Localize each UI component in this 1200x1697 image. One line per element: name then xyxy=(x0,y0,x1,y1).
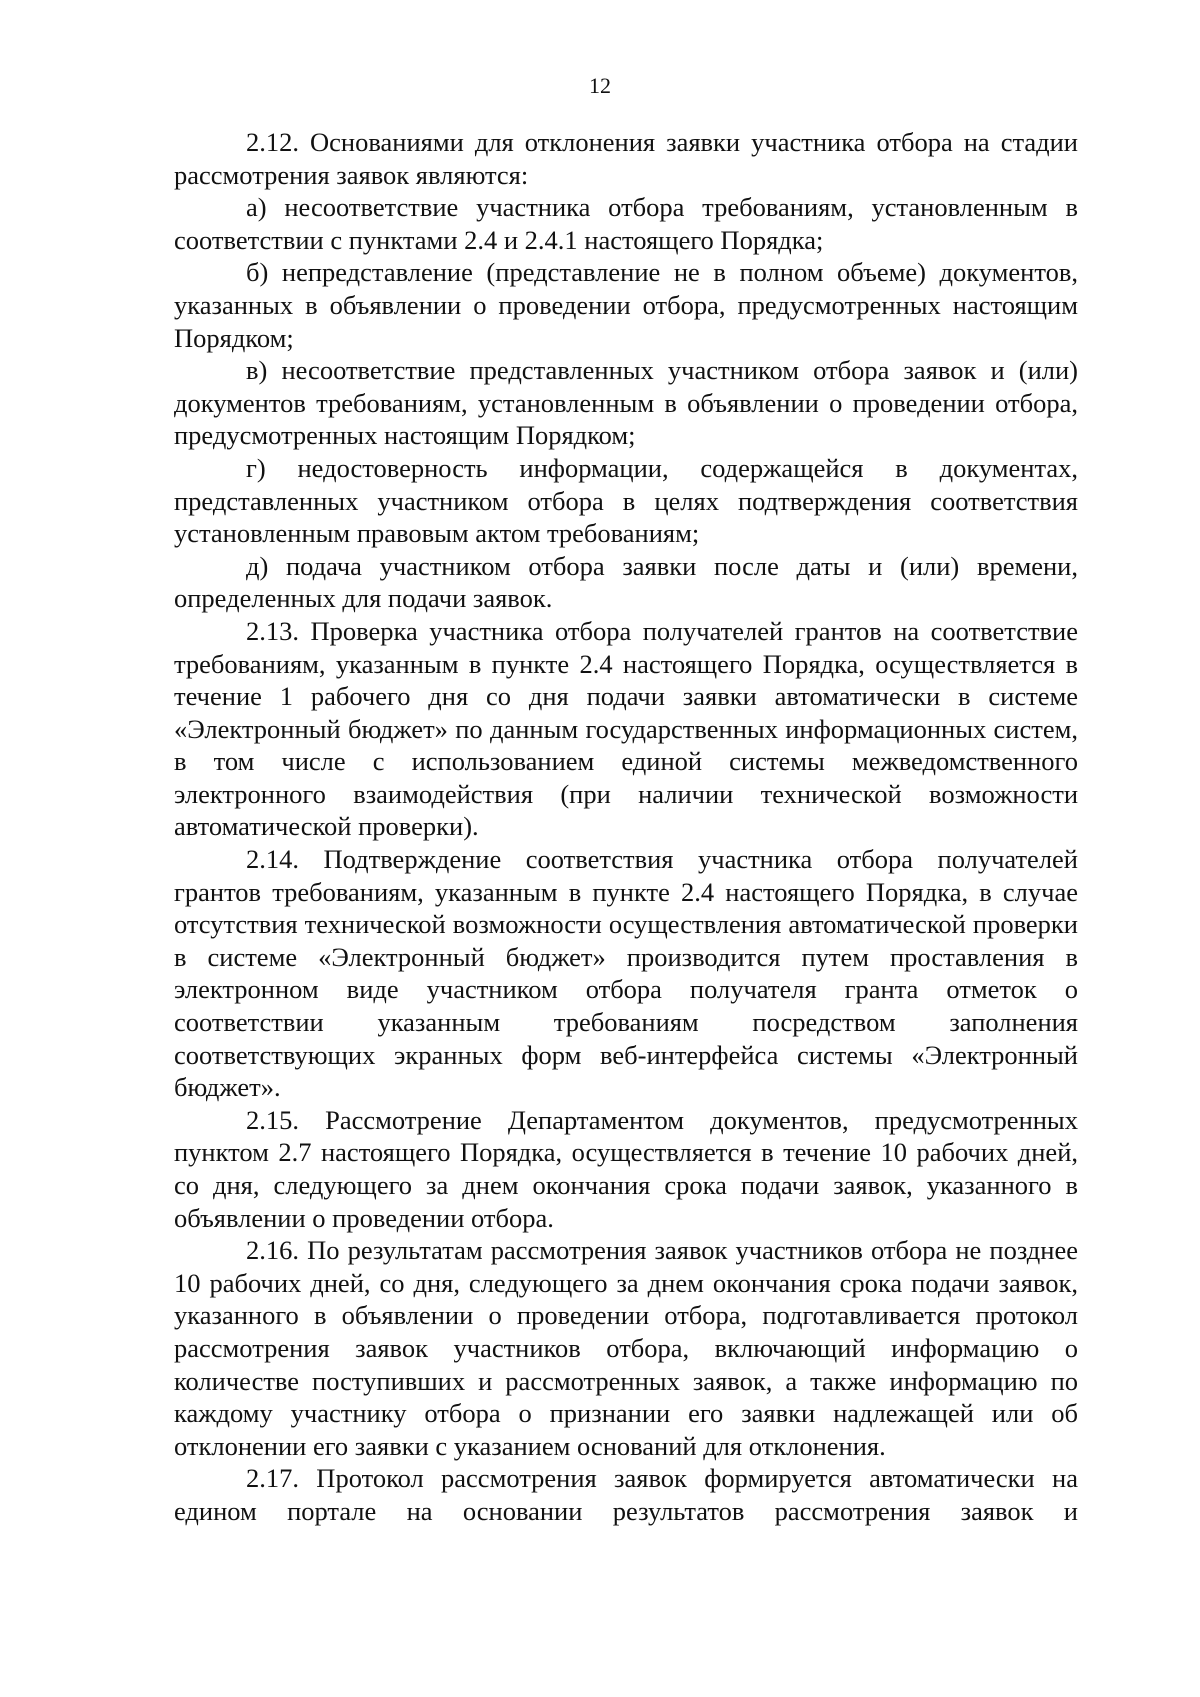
paragraph-2-12-a: а) несоответствие участника отбора требованиям, установленным в соответствии с пунктами 2.4 и 2.4.1 настоящего Порядка; xyxy=(174,192,1078,255)
paragraph-2-15: 2.15. Рассмотрение Департаментом документов, предусмотренных пунктом 2.7 настоящего Порядка, осуществляется в течение 10 рабочих дней, со дня, следующего за днем окончания срока подачи заявок, указанного в объявлении о проведении отбора. xyxy=(174,1104,1078,1233)
paragraph-2-14: 2.14. Подтверждение соответствия участника отбора получателей грантов требованиям, указанным в пункте 2.4 настоящего Порядка, в случае отсутствия технической возможности осуществления автоматической проверки в системе «Электронный бюджет» производится путем проставления в электронном виде участником отбора получателя гранта отметок о соответствии указанным требованиям посредством заполнения соответствующих экранных форм веб-интерфейса системы «Электронный бюджет». xyxy=(174,844,1078,1103)
paragraph-2-16: 2.16. По результатам рассмотрения заявок участников отбора не позднее 10 рабочих дней, со дня, следующего за днем окончания срока подачи заявок, указанного в объявлении о проведении отбора, подготавливается протокол рассмотрения заявок участников отбора, включающий информацию о количестве поступивших и рассмотренных заявок, а также информацию по каждому участнику отбора о признании его заявки надлежащей или об отклонении его заявки с указанием оснований для отклонения. xyxy=(174,1235,1078,1461)
paragraph-2-12-v: в) несоответствие представленных участником отбора заявок и (или) документов требованиям, установленным в объявлении о проведении отбора, предусмотренных настоящим Порядком; xyxy=(174,355,1078,451)
page-number: 12 xyxy=(589,73,611,98)
paragraph-2-12-b: б) непредставление (представление не в полном объеме) документов, указанных в объявлении о проведении отбора, предусмотренных настоящим Порядком; xyxy=(174,257,1078,353)
paragraph-2-17: 2.17. Протокол рассмотрения заявок формируется автоматически на едином портале на основании результатов рассмотрения заявок и xyxy=(174,1463,1078,1526)
paragraph-2-12: 2.12. Основаниями для отклонения заявки участника отбора на стадии рассмотрения заявок являются: xyxy=(174,127,1078,190)
paragraph-2-13: 2.13. Проверка участника отбора получателей грантов на соответствие требованиям, указанным в пункте 2.4 настоящего Порядка, осуществляется в течение 1 рабочего дня со дня подачи заявки автоматически в системе «Электронный бюджет» по данным государственных информационных систем, в том числе с использованием единой системы межведомственного электронного взаимодействия (при наличии технической возможности автоматической проверки). xyxy=(174,615,1078,842)
document-body xyxy=(174,126,1078,1528)
paragraph-2-12-g: г) недостоверность информации, содержащейся в документах, представленных участником отбора в целях подтверждения соответствия установленным правовым актом требованиям; xyxy=(174,452,1078,549)
paragraph-2-12-d: д) подача участником отбора заявки после даты и (или) времени, определенных для подачи заявок. xyxy=(174,550,1078,614)
